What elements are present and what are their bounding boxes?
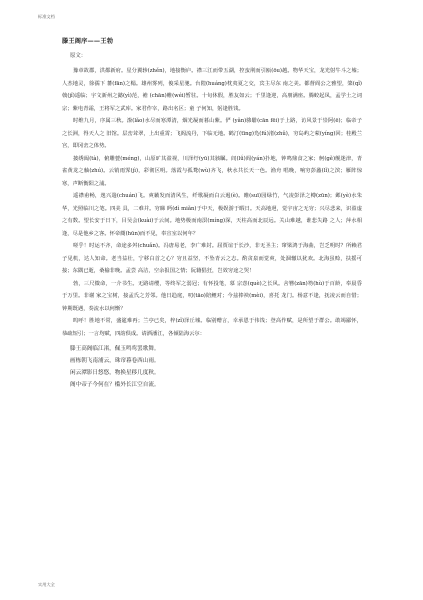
paragraph-7: 呜呼！胜地不常，盛筵难再；兰亭已矣，梓(zǐ)泽丘墟。临别赠言，幸承恩于伟饯；登高作赋，是所望于群公。敢竭鄙怀，恭疏短引；一言均赋，四韵俱成。请洒潘江，各倾陆海云尔： xyxy=(62,318,362,337)
document-body xyxy=(62,36,362,391)
poem-line-4: 阁中帝子今何在？槛外长江空自流。 xyxy=(70,382,160,388)
page-footer: 实用大全 xyxy=(38,582,55,587)
paragraph-1: 豫章故郡，洪都新府。星分翼轸(zhěn)，地接衡庐。襟三江而带五湖，控蛮荆而引瓯(ōu)越。物华天宝，龙光射牛斗之墟；人杰地灵，徐孺下 蕃(fān)之榻。雄州雾列，俊采星驰。台隍(huáng)枕夷夏之交，宾主尽东 南之美。都督阎公之雅望，棨(qǐ)戟(jǐ)遥临；宇文新州之懿(yì)范，襜 (chān)帷(wéi)暂驻。十旬休假，胜友如云；千里逢迎，高朋满座。腾蛟起凤，孟学士之词宗；紫电青霜，王将军之武库。家君作宰，路出名区；童 子何知，躬逢胜饯。 xyxy=(62,68,362,112)
section-heading-original-text: 原文： xyxy=(70,53,87,59)
poem xyxy=(62,343,362,391)
paragraph-2: 时维九月，序属三秋。潦(lǎo)水尽而寒潭清，烟光凝而暮山紫。俨 (yǎn)骖騑(cān fēi)于上路，访风景于崇阿(ē)；临帝子之长洲，得天人之 旧馆。层峦耸翠，上出重霄；飞阁流丹，下临无地。鹤汀(tīng)凫(fú)渚(zhǔ)，穷岛屿之萦(yíng)回；桂殿兰宫，即冈峦之体势。 xyxy=(62,118,362,149)
paragraph-5: 嗟乎！时运不齐，命途多舛(chuǎn)。冯唐易老，李广难封。屈贾谊于长沙，非无圣主；窜梁鸿于海曲，岂乏明时？所赖君子见机，达人知命。老当益壮，宁移白首之心？穷且益坚，不坠青云之志。酌贪泉而觉爽，处涸辙以犹欢。北海虽赊，扶摇可接；东隅已逝，桑榆非晚。孟尝 高洁，空余报国之情；阮籍猖狂，岂效穷途之哭！ xyxy=(62,243,362,274)
page-header: 标准文档 xyxy=(38,14,55,19)
poem-line-3: 闲云潭影日悠悠，物换星移几度秋。 xyxy=(70,370,160,376)
poem-line-1: 滕王高阁临江渚，佩玉鸣鸾罢歌舞。 xyxy=(70,346,160,352)
document-title: 滕王阁序——王勃 xyxy=(62,38,114,45)
poem-line-2: 画栋朝飞南浦云，珠帘暮卷西山雨。 xyxy=(70,358,160,364)
paragraph-6: 勃，三尺微命，一介书生。无路请缨，等终军之弱冠；有怀投笔，慕 宗悫(què)之长风。舍簪(zān)笏(hù)于百龄，奉晨昏于万里。非谢 家之宝树，接孟氏之芳邻。他日趋庭，叨(tāo)陪鲤对；今兹捧袂(mèi)，喜托 龙门。杨意不逢，抚凌云而自惜；钟期既遇，奏流水以何惭？ xyxy=(62,280,362,312)
paragraph-3: 披绣闼(tà)，俯雕甍(méng)，山原旷其盈视，川泽纡(yū)其骇瞩。闾(lǘ)阎(yán)扑地，钟鸣鼎食之家；舸(gě)舰迷津，青雀黄龙之舳(zhú)。云销雨霁(jì)，彩彻区明。落霞与孤鹜(wù)齐飞，秋水共长天一色。渔舟 唱晚，响穷彭蠡(lǐ)之滨；雁阵惊寒，声断衡阳之浦。 xyxy=(62,155,362,187)
paragraph-4: 遥襟甫畅，逸兴遄(chuán)飞。爽籁发而清风生，纤歌凝而白云遏(è)。睢(suī)园绿竹，气凌彭泽之樽(zūn)；邺(yè)水朱华，光照临川之笔。四美 具，二难并。穷睇 眄(dì miǎn)于中天，极娱游于暇日。天高地迥，觉宇宙之无穷；兴尽悲来，识盈虚之有数。望长安于日下，目吴会(kuài)于云间。地势极而南溟(míng)深，天柱高而北辰远。关山难越，谁悲失路 之人；萍水相逢，尽是他乡之客。怀帝阍(hūn)而不见，奉宣室以何年？ xyxy=(62,193,362,237)
